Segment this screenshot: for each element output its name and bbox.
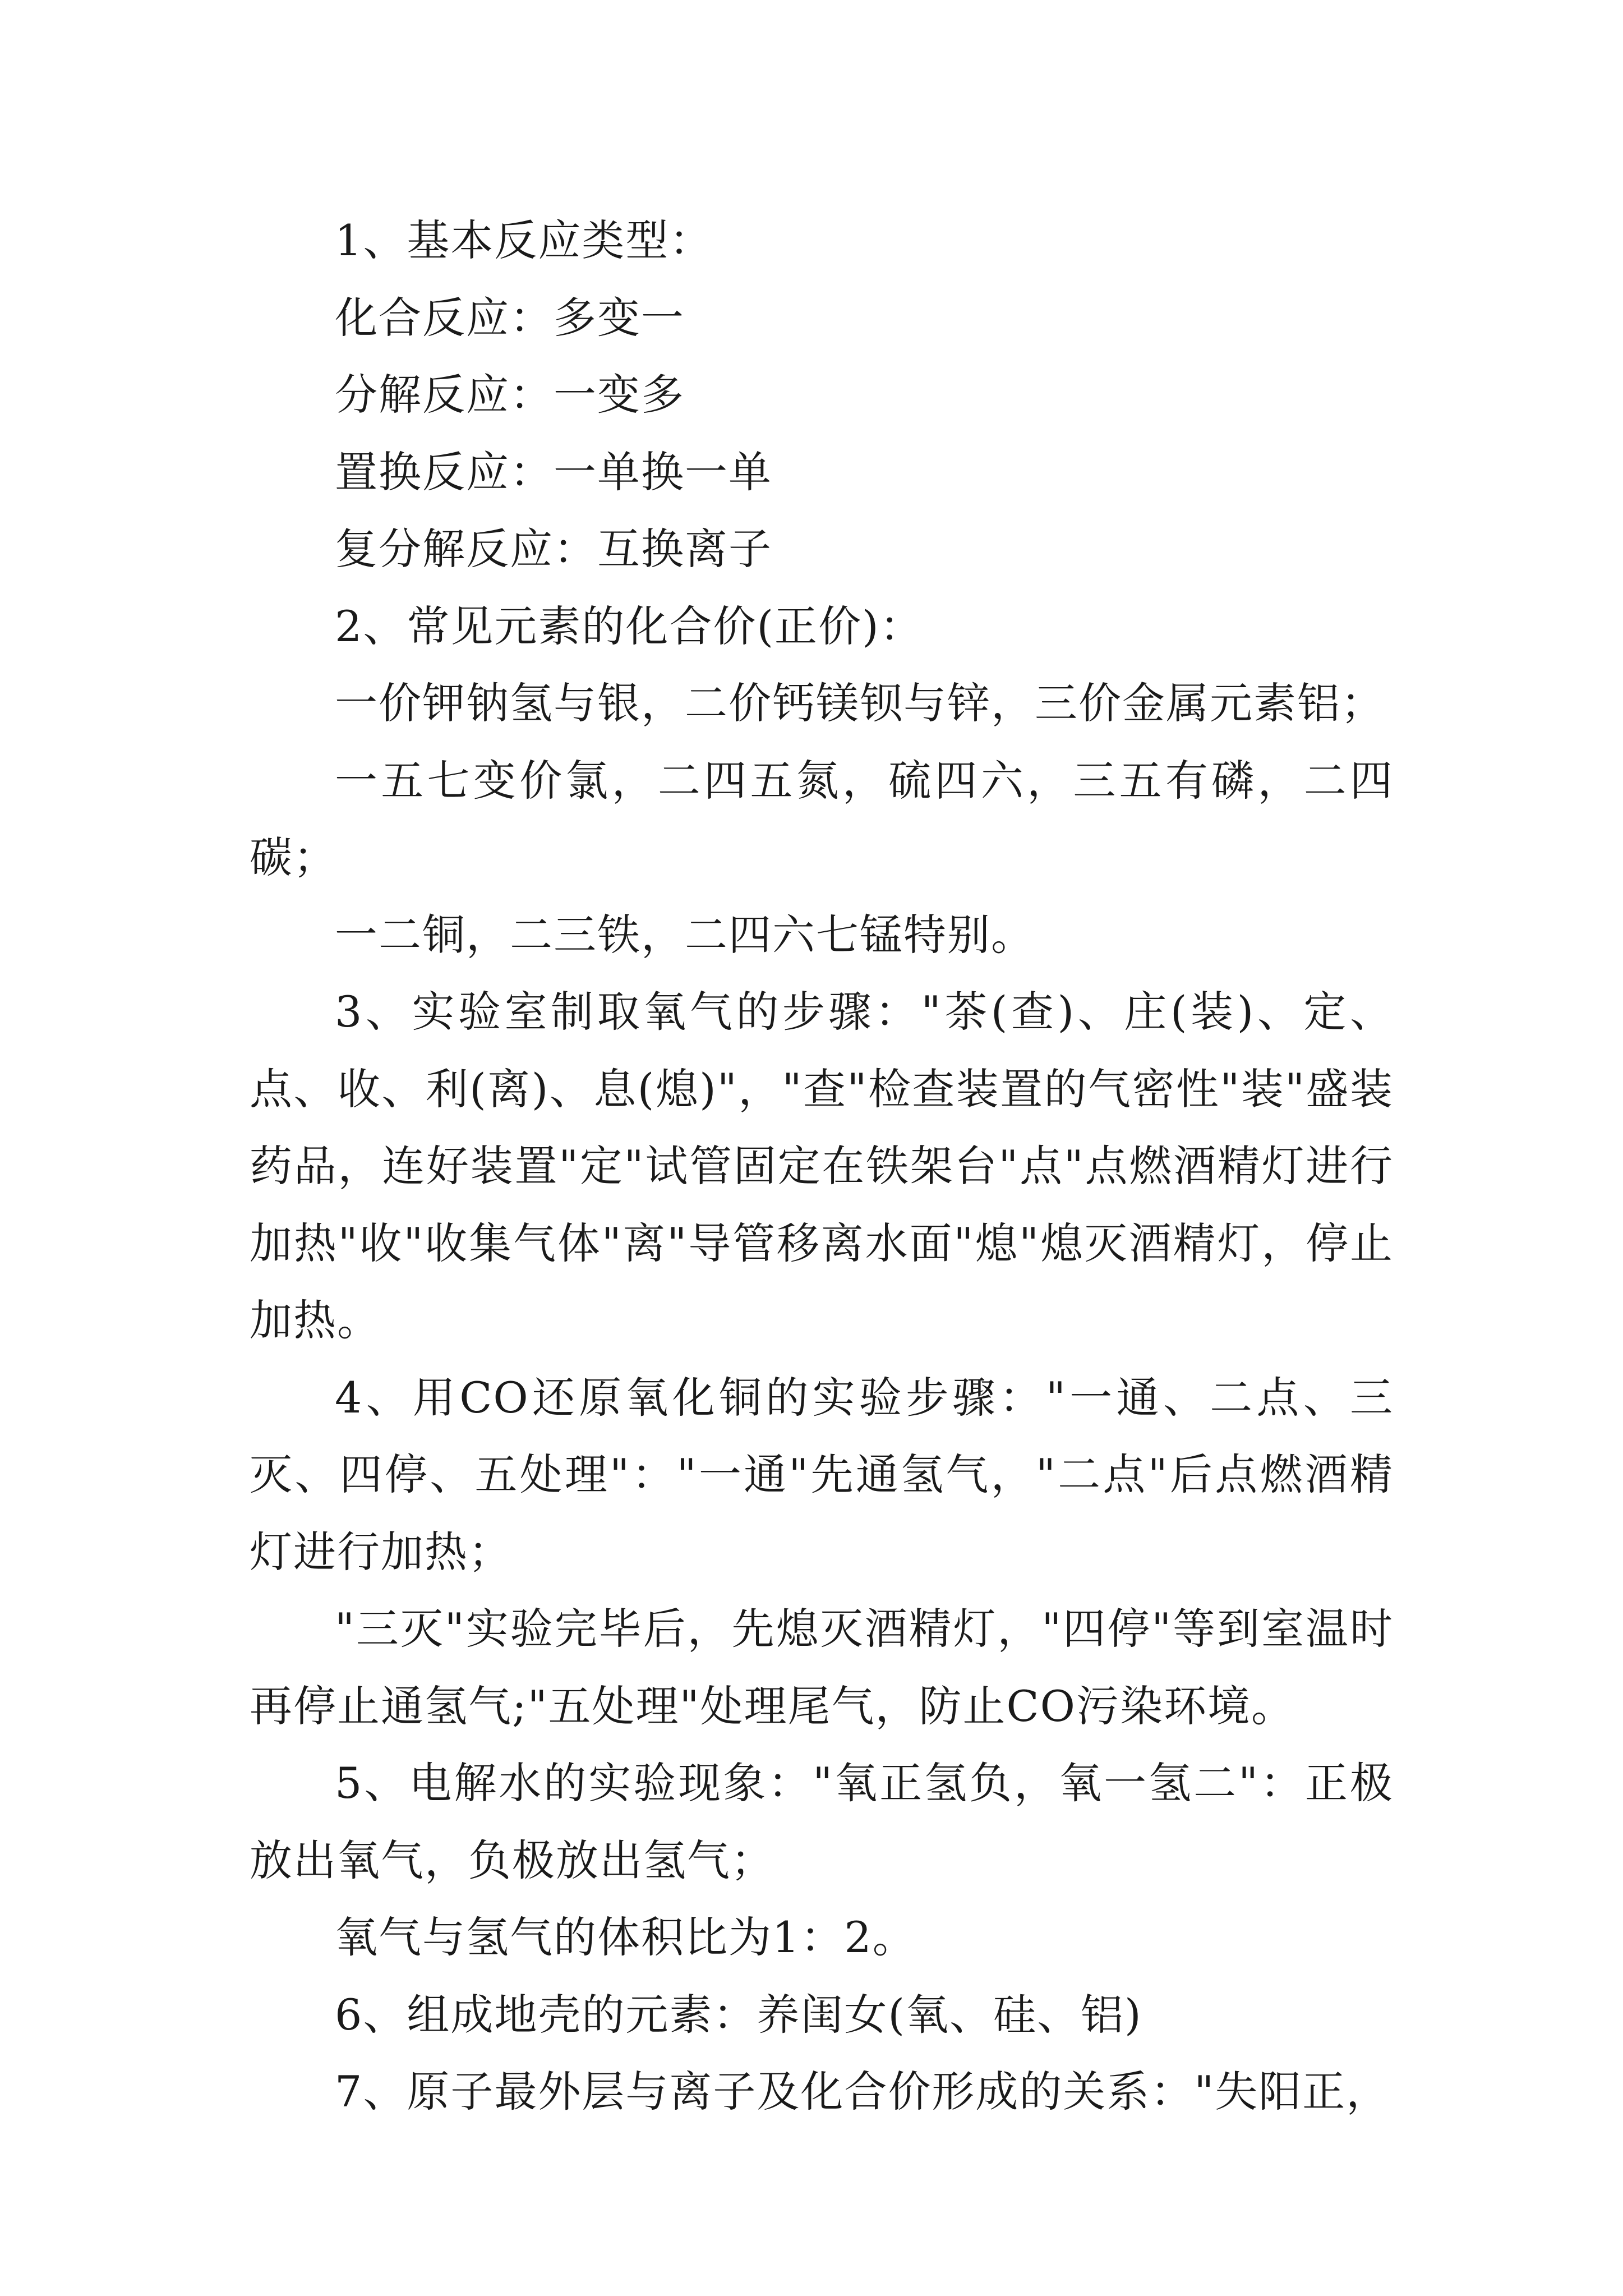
paragraph-decomposition-reaction: 分解反应：一变多 <box>335 370 685 420</box>
paragraph-gas-volume-ratio: 氧气与氢气的体积比为1：2。 <box>335 1912 916 1962</box>
paragraph-combination-reaction: 化合反应：多变一 <box>335 292 685 343</box>
paragraph-crust-elements: 6、组成地壳的元素：养闺女(氧、硅、铝) <box>335 1989 1142 2040</box>
paragraph-valence-heading: 2、常见元素的化合价(正价)： <box>335 601 924 651</box>
paragraph-co-reduction-steps-continued: "三灭"实验完毕后，先熄灭酒精灯，"四停"等到室温时再停止通氢气;"五处理"处理尾气，防止CO污染环境。 <box>250 1604 1394 1731</box>
document-body <box>250 202 1394 2131</box>
paragraph-valence-line-2: 一五七变价氯，二四五氮，硫四六，三五有磷，二四碳； <box>250 755 1394 882</box>
paragraph-valence-line-3: 一二铜，二三铁，二四六七锰特别。 <box>335 909 1035 960</box>
paragraph-valence-line-1: 一价钾钠氢与银，二价钙镁钡与锌，三价金属元素铝； <box>335 678 1385 728</box>
paragraph-outer-electrons-relation: 7、原子最外层与离子及化合价形成的关系："失阳正， <box>335 2067 1390 2116</box>
paragraph-double-decomposition-reaction: 复分解反应：互换离子 <box>335 524 772 574</box>
paragraph-displacement-reaction: 置换反应：一单换一单 <box>335 447 772 497</box>
paragraph-co-reduction-steps: 4、用CO还原氧化铜的实验步骤："一通、二点、三灭、四停、五处理"："一通"先通氢气，"二点"后点燃酒精灯进行加热； <box>250 1372 1394 1577</box>
paragraph-oxygen-preparation-steps: 3、实验室制取氧气的步骤："茶(查)、庄(装)、定、点、收、利(离)、息(熄)"，"查"检查装置的气密性"装"盛装药品，连好装置"定"试管固定在铁架台"点"点燃酒精灯进行加热"收"收集气体"离"导管移离水面"熄"熄灭酒精灯，停止加热。 <box>250 987 1394 1345</box>
paragraph-reaction-types-heading: 1、基本反应类型： <box>335 215 713 265</box>
paragraph-water-electrolysis: 5、电解水的实验现象："氧正氢负，氧一氢二"：正极放出氧气，负极放出氢气； <box>250 1758 1394 1885</box>
